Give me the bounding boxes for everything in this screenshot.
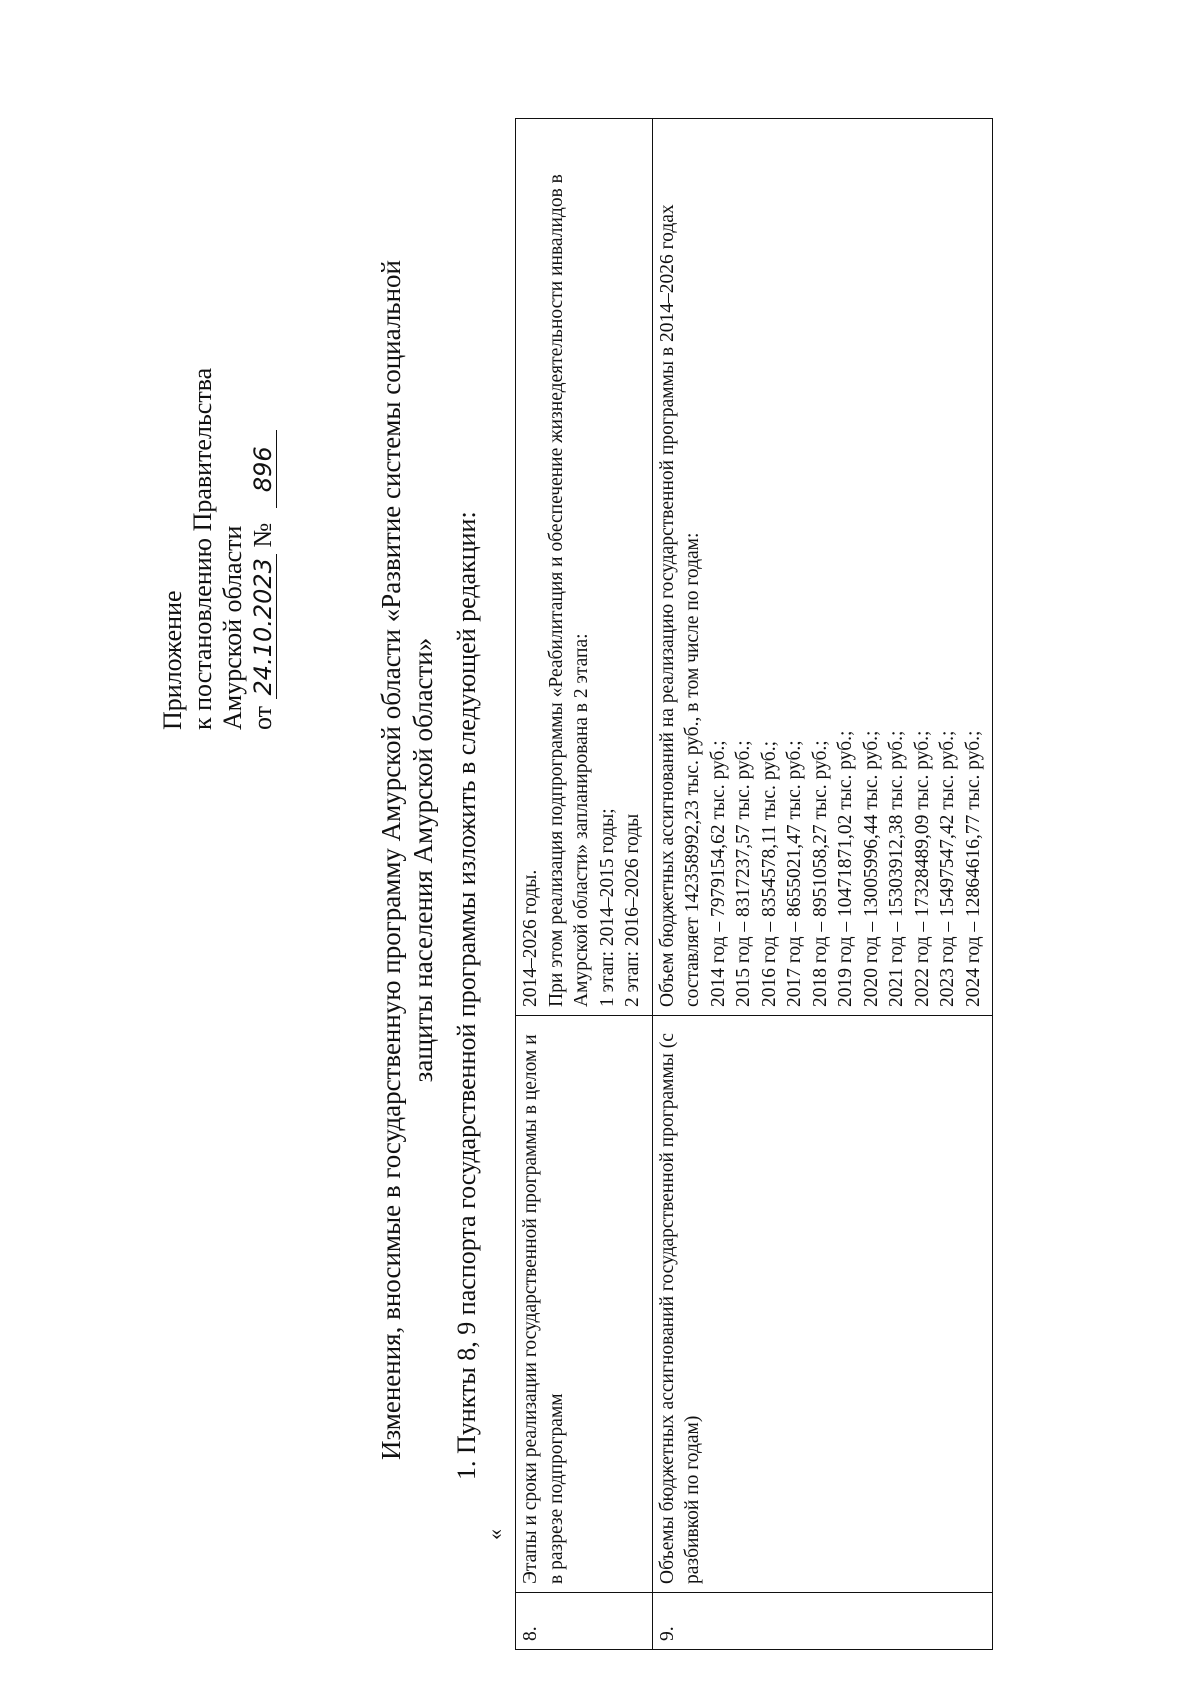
row-value [652, 119, 993, 1016]
value-line: 2024 год – 12864616,77 тыс. руб.; [962, 730, 984, 1007]
value-line: 2 этап: 2016–2026 годы [622, 813, 643, 1007]
rotated-document-page [40, 90, 1160, 1650]
value-line: 1 этап: 2014–2015 годы; [596, 808, 618, 1007]
row-number: 8. [516, 1593, 653, 1650]
value-line: 2015 год – 8317237,57 тыс. руб.; [733, 740, 754, 1007]
passport-table [515, 118, 993, 1650]
opening-quote: « [482, 1529, 507, 1540]
table-row-9 [652, 119, 993, 1650]
value-line: 2017 год – 8655021,47 тыс. руб.; [784, 740, 805, 1007]
value-line: 2014–2026 годы. [520, 869, 541, 1007]
appendix-header [158, 368, 278, 730]
value-line: Объем бюджетных ассигнований на реализацию государственной программы в 2014–2026 годах составляет 142358992,23 тыс. руб., в том числе по годам: [656, 204, 703, 1007]
value-line: 2019 год – 10471871,02 тыс. руб.; [835, 730, 856, 1007]
appendix-line-3: Амурской области [218, 525, 247, 730]
handwritten-date: 24.10.2023 [250, 554, 277, 699]
row-label: Объемы бюджетных ассигнований государственной программы (с разбивкой по годам) [652, 1016, 993, 1593]
value-line: При этом реализация подпрограммы «Реабилитация и обеспечение жизнедеятельности инвалидов в Амурской области» запланирована в 2 этапа: [545, 174, 592, 1007]
appendix-line-2: к постановлению Правительства [188, 367, 217, 730]
value-line: 2022 год – 17328489,09 тыс. руб.; [911, 730, 933, 1007]
appendix-line-1: Приложение [158, 590, 187, 730]
value-line: 2016 год – 8354578,11 тыс. руб.; [758, 740, 780, 1007]
row-label: Этапы и сроки реализации государственной программы в целом и в разрезе подпрограмм [516, 1016, 653, 1593]
table-row-8 [516, 119, 653, 1650]
value-line: 2021 год – 15303912,38 тыс. руб.; [886, 730, 907, 1007]
document-title: Изменения, вносимые в государственную программу Амурской области «Развитие системы социальной защиты населения Амурской области» [376, 259, 438, 1461]
value-line: 2018 год – 8951058,27 тыс. руб.; [809, 740, 831, 1007]
handwritten-number: 896 [250, 430, 277, 508]
value-line: 2023 год – 15497547,42 тыс. руб.; [937, 730, 958, 1007]
row-value [516, 119, 653, 1016]
date-prefix: от [248, 705, 277, 730]
appendix-date-line [248, 368, 278, 730]
value-line: 2020 год – 13005996,44 тыс. руб.; [860, 730, 882, 1007]
number-prefix: № [248, 522, 277, 548]
row-number: 9. [652, 1593, 993, 1650]
value-line: 2014 год – 7979154,62 тыс. руб.; [707, 740, 729, 1007]
intro-paragraph: 1. Пункты 8, 9 паспорта государственной программы изложить в следующей редакции: [452, 511, 481, 1480]
